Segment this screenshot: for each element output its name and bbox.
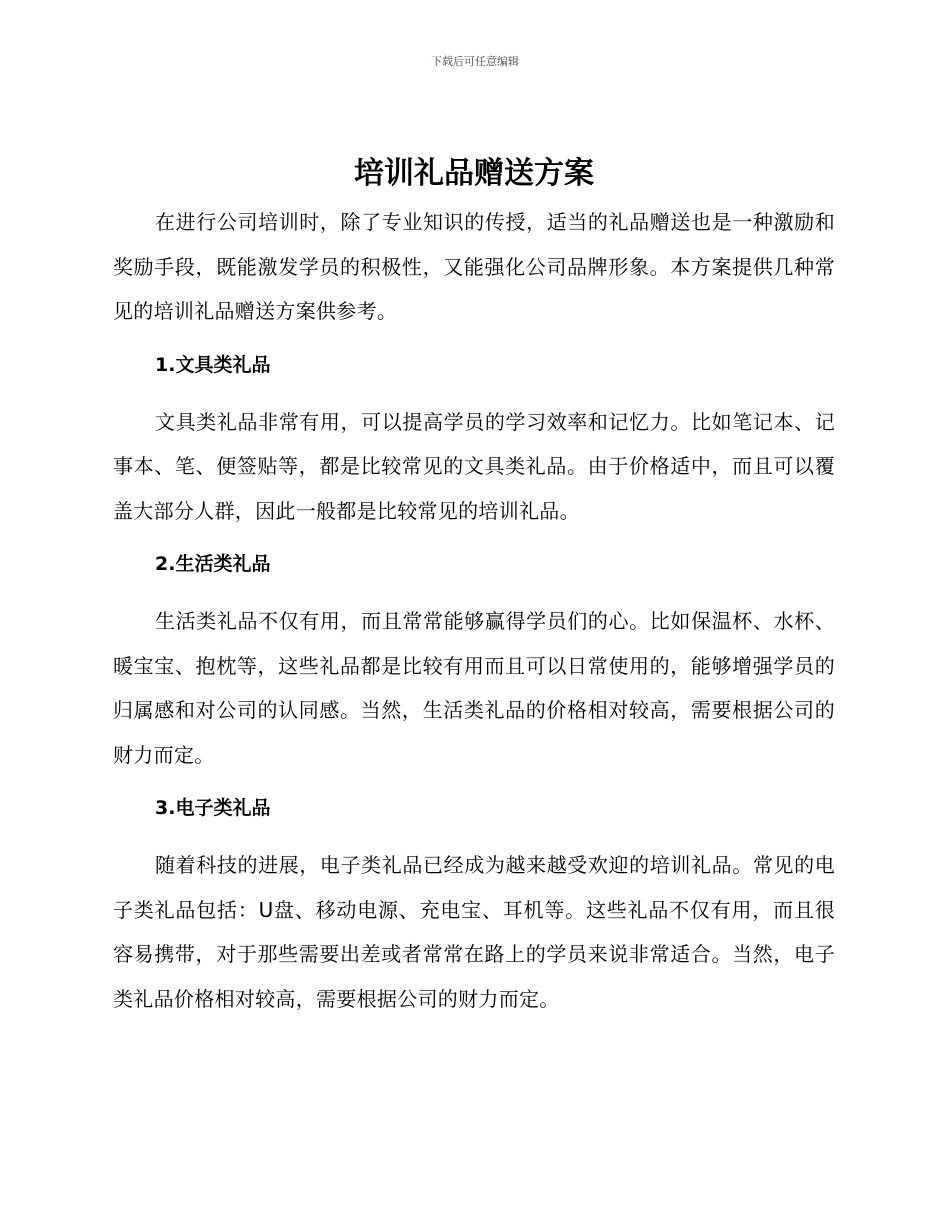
- section-body-daily-life: 生活类礼品不仅有用，而且常常能够赢得学员们的心。比如保温杯、水杯、暖宝宝、抱枕等，这些礼品都是比较有用而且可以日常使用的，能够增强学员的归属感和对公司的认同感。当然，生活类礼品的价格相对较高，需要根据公司的财力而定。: [113, 609, 835, 767]
- section-heading-electronics: 3.电子类礼品: [155, 797, 271, 819]
- section-heading-daily-life: 2.生活类礼品: [155, 553, 271, 575]
- document-title: 培训礼品赠送方案: [354, 156, 594, 191]
- section-body-stationery: 文具类礼品非常有用，可以提高学员的学习效率和记忆力。比如笔记本、记事本、笔、便签贴等，都是比较常见的文具类礼品。由于价格适中，而且可以覆盖大部分人群，因此一般都是比较常见的培训礼品。: [113, 409, 835, 523]
- page-header-note: 下载后可任意编辑: [431, 55, 519, 68]
- section-body-electronics: 随着科技的进展，电子类礼品已经成为越来越受欢迎的培训礼品。常见的电子类礼品包括：U盘、移动电源、充电宝、耳机等。这些礼品不仅有用，而且很容易携带，对于那些需要出差或者常常在路上的学员来说非常适合。当然，电子类礼品价格相对较高，需要根据公司的财力而定。: [113, 853, 835, 1011]
- intro-paragraph: 在进行公司培训时，除了专业知识的传授，适当的礼品赠送也是一种激励和奖励手段，既能激发学员的积极性，又能强化公司品牌形象。本方案提供几种常见的培训礼品赠送方案供参考。: [113, 210, 835, 323]
- section-heading-stationery: 1.文具类礼品: [155, 353, 271, 376]
- document-body: [113, 152, 835, 1021]
